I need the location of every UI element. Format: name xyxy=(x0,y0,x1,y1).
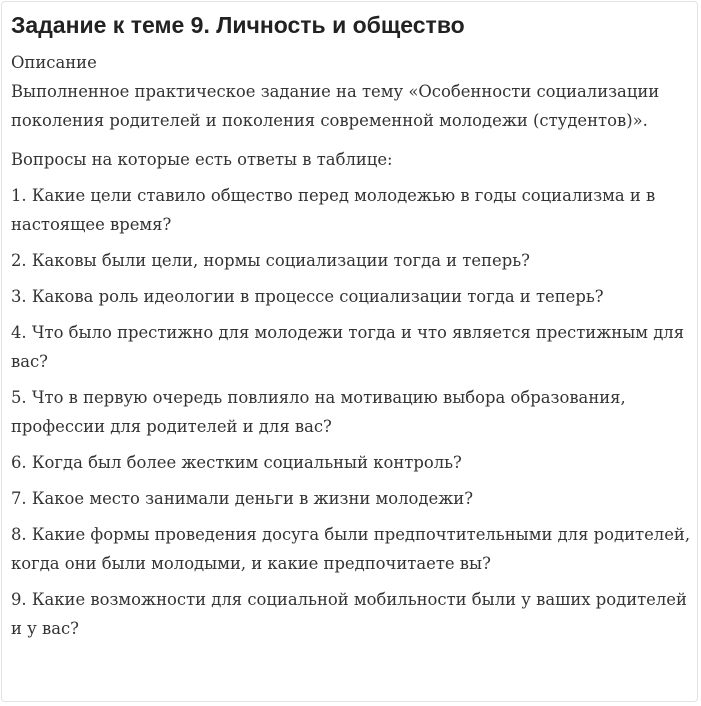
questions-label: Вопросы на которые есть ответы в таблице: xyxy=(11,150,393,169)
question-item: 2. Каковы были цели, нормы социализации тогда и теперь? xyxy=(11,251,530,270)
task-card xyxy=(1,1,698,702)
description-heading: Описание xyxy=(11,53,97,72)
question-item: 1. Какие цели ставило общество перед молодежью в годы социализма и в настоящее время? xyxy=(11,186,656,234)
description-text: Выполненное практическое задание на тему «Особенности социализации поколения родителей и поколения современной молодежи (студентов)». xyxy=(11,82,660,130)
question-item: 8. Какие формы проведения досуга были предпочтительными для родителей, когда они были молодыми, и какие предпочитаете вы? xyxy=(11,525,691,573)
question-item: 5. Что в первую очередь повлияло на мотивацию выбора образования, профессии для родителей и для вас? xyxy=(11,388,626,436)
question-item: 4. Что было престижно для молодежи тогда и что является престижным для вас? xyxy=(11,323,685,371)
page-title: Задание к теме 9. Личность и общество xyxy=(11,12,465,38)
task-content xyxy=(11,48,697,643)
question-item: 9. Какие возможности для социальной мобильности были у ваших родителей и у вас? xyxy=(11,590,687,638)
question-item: 7. Какое место занимали деньги в жизни молодежи? xyxy=(11,489,474,508)
question-item: 3. Какова роль идеологии в процессе социализации тогда и теперь? xyxy=(11,287,604,306)
question-item: 6. Когда был более жестким социальный контроль? xyxy=(11,453,462,472)
